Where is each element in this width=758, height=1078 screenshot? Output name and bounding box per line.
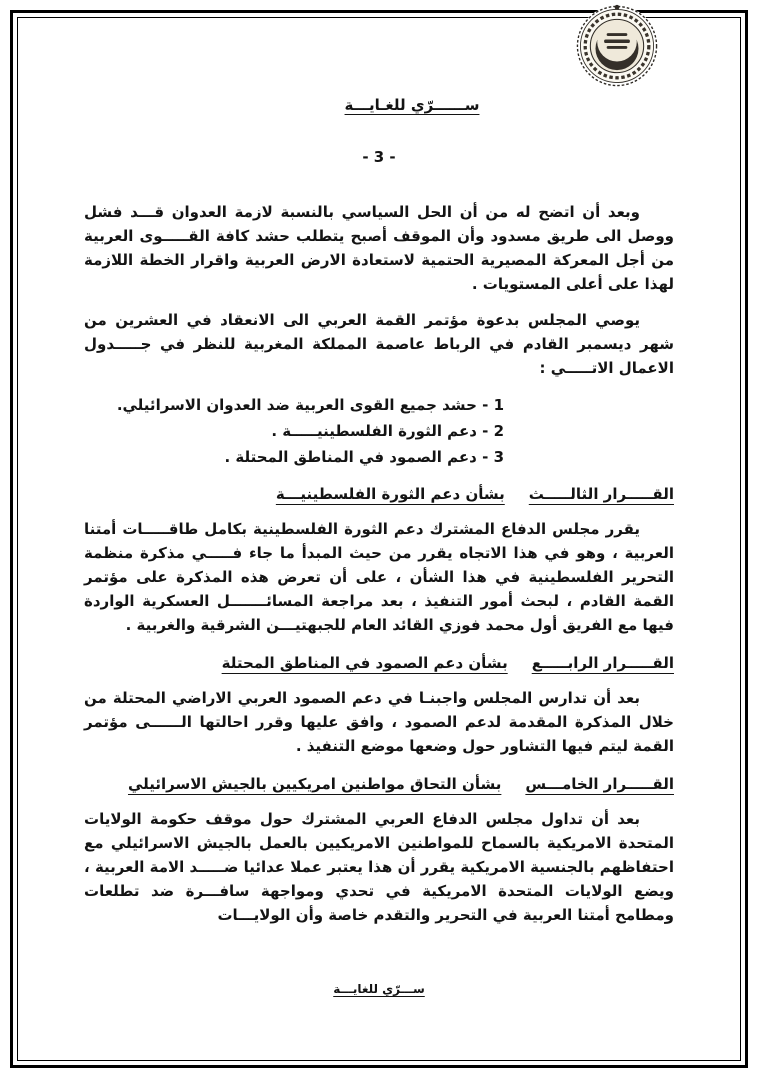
resolution-title: القـــــرار الثالـــــث <box>528 485 674 503</box>
resolution-text-fifth: بعد أن تداول مجلس الدفاع العربي المشترك حول موقف حكومة الولايات المتحدة الامريكية بالسماح للمواطنين الامريكيين بالعمل بالجيش الاسرائيلي مع احتفاظهم بالجنسية الامريكية يقرر أن هذا يعتبر عملا عدائيا ضـــــد الامة العربية ، ويضع الولايات المتحدة الامريكية في تحدي ومواجهة سافـــرة ضد تطلعات ومطامح أمتنا العربية في التحرير والتقدم خاصة وأن الولايـــات <box>84 810 674 924</box>
resolution-section-fourth <box>84 653 674 758</box>
intro-paragraph-summit-recommendation: يوصي المجلس بدعوة مؤتمر القمة العربي الى الانعقاد في العشرين من شهر ديسمبر القادم في الرباط عاصمة المملكة المغربية للنظر في جـــــدول الاعمال الاتـــــي : <box>84 311 674 377</box>
resolution-subtitle: بشأن دعم الثورة الفلسطينيـــة <box>275 485 505 503</box>
resolution-section-fifth <box>84 774 674 927</box>
agenda-item-1: 1 - حشد جميع القوى العربية ضد العدوان الاسرائيلي. <box>116 396 504 414</box>
resolution-heading-fourth <box>84 653 674 674</box>
intro-paragraph-political-solution: وبعد أن اتضح له من أن الحل السياسي بالنسبة لازمة العدوان قـــد فشل ووصل الى طريق مسدود وأن الموقف أصبح يتطلب حشد كافة القـــــوى العربية من أجل المعركة المصيرية الحتمية لاستعادة الارض العربية واقرار الخطة اللازمة لهذا على أعلى المستويات . <box>84 203 674 293</box>
resolution-title: القـــــرار الرابـــــع <box>531 654 674 672</box>
arab-league-emblem <box>574 3 660 89</box>
classification-marking-top: ســــــرّي للغـايـــة <box>344 96 480 114</box>
classification-marking-bottom: ســـرّي للغايـــة <box>333 982 425 996</box>
document-content <box>18 18 740 1060</box>
resolution-section-third <box>84 484 674 637</box>
resolution-heading-third <box>84 484 674 505</box>
resolution-text-fourth: بعد أن تدارس المجلس واجبنـا في دعم الصمود العربي الاراضي المحتلة من خلال المذكرة المقدمة لدعم الصمود ، وافق عليها وقرر احالتها الــــــى مؤتمر القمة ليتم فيها التشاور حول وضعها موضع التنفيذ . <box>84 689 674 755</box>
agenda-list <box>84 392 504 470</box>
resolution-heading-fifth <box>84 774 674 795</box>
resolution-subtitle: بشأن دعم الصمود في المناطق المحتلة <box>221 654 508 672</box>
arab-league-seal-icon <box>574 3 660 89</box>
resolution-subtitle: بشأن التحاق مواطنين امريكيين بالجيش الاسرائيلي <box>127 775 502 793</box>
agenda-item-3: 3 - دعم الصمود في المناطق المحتلة . <box>224 448 504 466</box>
agenda-item-2: 2 - دعم الثورة الفلسطينيـــــة . <box>271 422 504 440</box>
page-number: - 3 - <box>362 148 396 166</box>
resolution-title: القـــــرار الخامـــس <box>525 775 674 793</box>
resolution-text-third: يقرر مجلس الدفاع المشترك دعم الثورة الفلسطينية بكامل طاقـــــات أمتنا العربية ، وهو في هذا الاتجاه يقرر من حيث المبدأ ما جاء فـــــي مذكرة منظمة التحرير الفلسطينية في هذا الشأن ، على أن تعرض هذه المذكرة على مؤتمر القمة القادم ، لبحث أمور التنفيذ ، بعد مراجعة المسائـــــــل العسكرية الواردة فيها مع الفريق أول محمد فوزي القائد العام للجبهتيـــن الشرقية والغربية . <box>84 520 674 634</box>
